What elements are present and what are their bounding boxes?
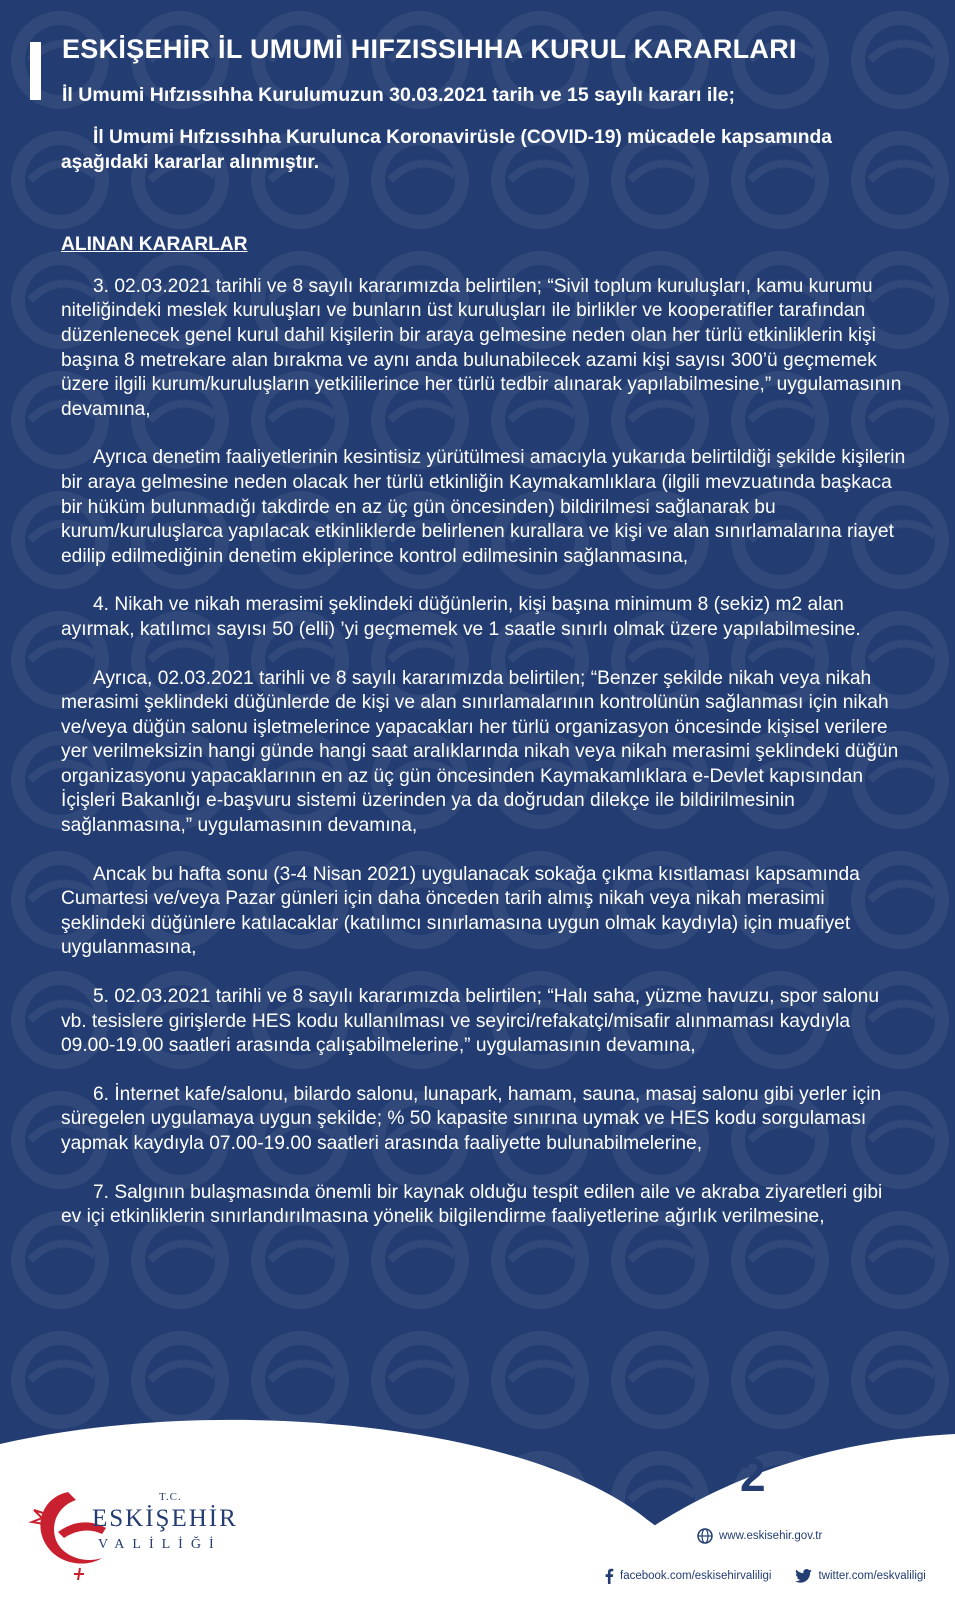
decision-list: [61, 275, 906, 1230]
decision-paragraph: 3. 02.03.2021 tarihli ve 8 sayılı kararımızda belirtilen; “Sivil toplum kuruluşları, kamu kurumu niteliğindeki meslek kuruluşları ve bunların üst kuruluşları ile birlikler ve kooperatifler tarafından düzenlenecek genel kurul dahil kişilerin bir araya gelmesine neden olan her türlü etkinliklerin kişi başına 8 metrekare alan bırakma ve aynı anda bulunabilecek azami kişi sayısı 300’ü geçmemek üzere ilgili kurum/kuruluşların yetkililerince her türlü tedbir alınarak yapılabilmesine,” uygulamasının devamına,: [61, 275, 902, 420]
decision-paragraph: 7. Salgının bulaşmasında önemli bir kaynak olduğu tespit edilen aile ve akraba ziyaretleri gibi ev içi etkinliklerin sınırlandırılmasına yönelik bilgilendirme faaliyetlerine ağırlık verilmesine,: [61, 1181, 883, 1228]
logo-sub-text: VALİLİĞİ: [98, 1537, 222, 1552]
document-body: [61, 126, 906, 1230]
page-subtitle: İl Umumi Hıfzıssıhha Kurulumuzun 30.03.2021 tarih ve 15 sayılı kararı ile;: [62, 84, 736, 106]
decision-paragraph: 5. 02.03.2021 tarihli ve 8 sayılı kararımızda belirtilen; “Halı saha, yüzme havuzu, spor salonu vb. tesislere girişlerde HES kodu kullanılması ve seyirci/refakatçi/misafir alınmaması kaydıyla 09.00-19.00 saatleri arasında çalışabilmelerine,” uygulamasının devamına,: [61, 986, 880, 1057]
facebook-link[interactable]: facebook.com/eskisehirvaliligi: [620, 1570, 772, 1582]
page-title: ESKİŞEHİR İL UMUMİ HIFZISSIHHA KURUL KARARLARI: [62, 34, 797, 64]
website-link[interactable]: [697, 1528, 822, 1544]
globe-icon: [697, 1528, 713, 1544]
decision-paragraph: Ayrıca denetim faaliyetlerinin kesintisiz yürütülmesi amacıyla yukarıda belirtildiği şekilde kişilerin bir araya gelmesine neden olacak her türlü etkinliğin Kaymakamlıklara (ilgili mevzuatında başkaca bir hüküm bulunmadığı takdirde en az üç gün öncesinden) bildirilmesi sağlanarak bu kurum/kuruluşlarca yapılacak etkinliklerde belirlenen kurallara ve kişi ve alan sınırlamalarına riayet edilip edilmediğinin denetim ekiplerince kontrol edilmesinin sağlanmasına,: [61, 447, 906, 567]
decision-paragraph: 6. İnternet kafe/salonu, bilardo salonu, lunapark, hamam, sauna, masaj salonu gibi yerler için süregelen uygulamaya uygun şekilde; % 50 kapasite sınırına uymak ve HES kodu sorgulaması yapmak kaydıyla 07.00-19.00 saatleri arasında faaliyette bulunabilmelerine,: [61, 1083, 882, 1154]
title-accent-bar: [30, 42, 41, 100]
website-text: www.eskisehir.gov.tr: [719, 1530, 823, 1542]
social-links: [604, 1568, 926, 1584]
facebook-icon: [604, 1568, 614, 1584]
logo-name-text: ESKİŞEHİR: [92, 1505, 238, 1532]
page-number: 2: [740, 1449, 766, 1501]
section-heading: ALINAN KARARLAR: [61, 234, 248, 256]
decision-paragraph: 4. Nikah ve nikah merasimi şeklindeki düğünlerin, kişi başına minimum 8 (sekiz) m2 alan ayırmak, katılımcı sayısı 50 (elli) ’yi geçmemek ve 1 saatle sınırlı olmak üzere yapılabilmesine.: [61, 594, 861, 640]
twitter-icon: [795, 1569, 812, 1583]
decision-paragraph: Ancak bu hafta sonu (3-4 Nisan 2021) uygulanacak sokağa çıkma kısıtlaması kapsamında Cumartesi ve/veya Pazar günleri için daha önceden tarih almış nikah veya nikah merasimi şeklindeki düğünlere katılacaklar (katılımcı sınırlamasına uygun olmak kaydıyla) için muafiyet uygulanmasına,: [61, 863, 860, 959]
decision-paragraph: Ayrıca, 02.03.2021 tarihli ve 8 sayılı kararımızda belirtilen; “Benzer şekilde nikah veya nikah merasimi şeklindeki düğünlerde de kişi ve alan sınırlamalarının kontrolünün sağlanması için nikah ve/veya düğün salonu işletmelerince yapacakları her türlü organizasyon öncesinde kişisel verilere yer verilmeksizin hangi günde hangi saat aralıklarında nikah veya nikah merasimi şeklindeki düğün organizasyonu yapacaklarının en az üç gün öncesinden Kaymakamlıklara e-Devlet kapısından İçişleri Bakanlığı e-başvuru sistemi üzerinden ya da doğrudan dilekçe ile bildirilmesinin sağlanmasına,” uygulamasının devamına,: [61, 667, 899, 837]
logo-tc-text: T.C.: [159, 1491, 182, 1503]
twitter-link[interactable]: twitter.com/eskvaliligi: [818, 1570, 926, 1582]
governorship-logo-icon: [28, 1484, 258, 1584]
intro-paragraph: İl Umumi Hıfzıssıhha Kurulunca Koronavirüsle (COVID-19) mücadele kapsamında aşağıdaki kararlar alınmıştır.: [61, 127, 832, 173]
